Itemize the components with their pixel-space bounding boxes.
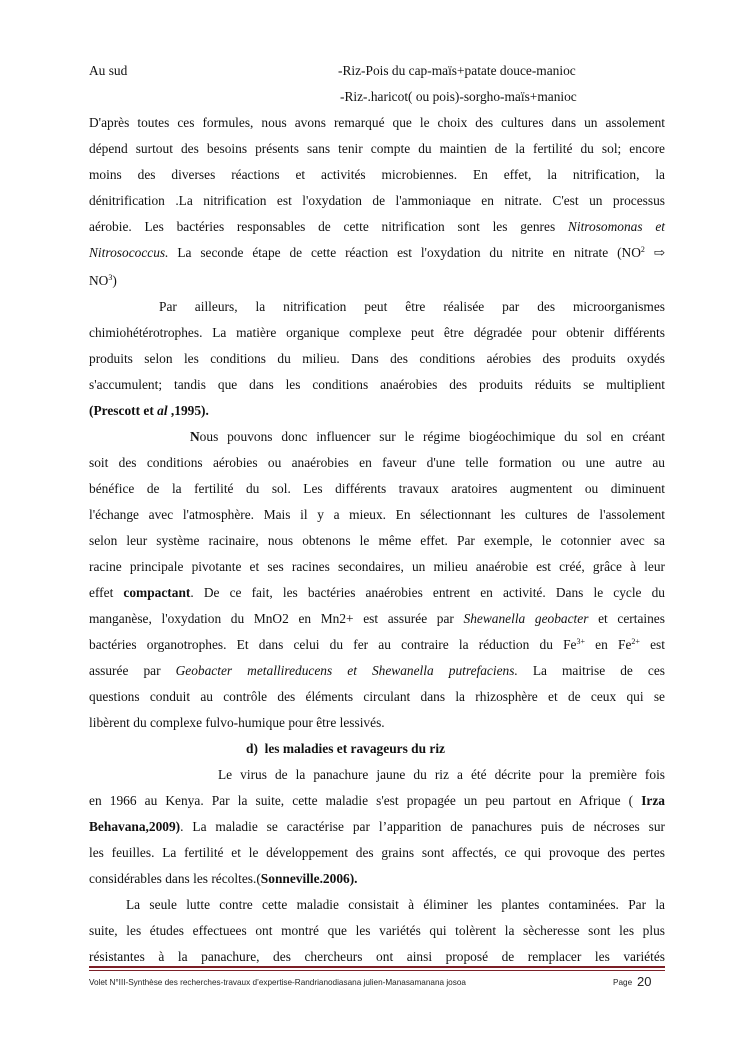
paragraph-4-line bbox=[89, 818, 665, 836]
paragraph-3-line: l'échange avec l'atmosphère. Mais il y a mieux. En sélectionnant les cultures de l'assolement bbox=[89, 507, 665, 522]
paragraph-3-line: racine principale pivotante et ses racines secondaires, un milieu anaérobie est créé, grâce à leur bbox=[89, 559, 665, 574]
paragraph-2-line: s'accumulent; tandis que dans les conditions anaérobies des produits réduits se multiplient bbox=[89, 377, 665, 392]
paragraph-5-line: suite, les études effectuees ont montré que les variétés qui tolèrent la sècheresse sont les plus bbox=[89, 923, 665, 938]
text-run: La maitrise de ces bbox=[532, 663, 665, 678]
section-heading bbox=[246, 740, 445, 758]
genus-name: Nitrosomonas et bbox=[567, 219, 665, 234]
paragraph-1-line: moins des diverses réactions et activités microbiennes. En effet, la nitrification, la bbox=[89, 167, 665, 182]
paragraph-2-line: produits selon les conditions du milieu. Dans des conditions aérobies des produits oxydés bbox=[89, 351, 665, 366]
paragraph-3-line bbox=[190, 428, 665, 446]
arrow-icon: ⇨ bbox=[653, 245, 665, 260]
paragraph-5-line: résistantes à la panachure, des chercheurs ont ainsi proposé de remplacer les variétés bbox=[89, 949, 665, 964]
rotation-line-2: -Riz-.haricot( ou pois)-sorgho-maïs+manioc bbox=[340, 89, 577, 104]
text-run: ) bbox=[112, 273, 117, 288]
species-name: Geobacter metallireducens et Shewanella putrefaciens. bbox=[175, 663, 518, 678]
paragraph-1-line bbox=[89, 244, 665, 262]
paragraph-3-line: soit des conditions aérobies ou anaérobies en faveur d'une telle formation ou une autre au bbox=[89, 455, 665, 470]
text-run: NO bbox=[89, 273, 109, 288]
text-run: bactéries organotrophes. Et dans celui du fer au contraire la réduction du Fe bbox=[89, 637, 577, 652]
superscript: 2 bbox=[640, 245, 645, 254]
paragraph-1-line: dépend surtout des besoins présents sans tenir compte du maintien de la fertilité du sol; encore bbox=[89, 141, 665, 156]
species-name: Shewanella geobacter bbox=[463, 611, 589, 626]
text-run: aérobie. Les bactéries responsables de cette nitrification sont les genres bbox=[89, 219, 556, 234]
text-run: et certaines bbox=[598, 611, 665, 626]
paragraph-2-line: chimiohétérotrophes. La matière organique complexe peut être dégradée pour obtenir différents bbox=[89, 325, 665, 340]
text-run: est bbox=[650, 637, 665, 652]
bold-term: compactant bbox=[123, 585, 191, 600]
paragraph-5-line: La seule lutte contre cette maladie consistait à éliminer les plantes contaminées. Par la bbox=[126, 897, 665, 912]
paragraph-1-line bbox=[89, 272, 117, 290]
rotation-line-1: -Riz-Pois du cap-maïs+patate douce-manioc bbox=[338, 63, 576, 78]
paragraph-4-line: les feuilles. La fertilité et le développement des grains sont affectés, ce qui provoque des pertes bbox=[89, 845, 665, 860]
page-number: 20 bbox=[637, 974, 652, 989]
text-run: en 1966 au Kenya. Par la suite, cette maladie s'est propagée un peu partout en Afrique ( bbox=[89, 793, 634, 808]
region-label: Au sud bbox=[89, 63, 128, 78]
paragraph-3-line: bénéfice de la fertilité du sol. Les différents travaux aratoires augmentent ou diminuent bbox=[89, 481, 665, 496]
paragraph-3-line: selon leur système racinaire, nous obtenons le même effet. Par exemple, le cotonnier avec sa bbox=[89, 533, 665, 548]
paragraph-4-line: Le virus de la panachure jaune du riz a été décrite pour la première fois bbox=[218, 767, 665, 782]
heading-title: les maladies et ravageurs du riz bbox=[264, 741, 445, 756]
footer-rule bbox=[89, 966, 665, 968]
citation-part: ,1995). bbox=[167, 403, 209, 418]
citation-part: (Prescott et bbox=[89, 403, 158, 418]
citation: Irza bbox=[641, 793, 665, 808]
citation: Sonneville.2006). bbox=[260, 871, 358, 886]
text-run: . De ce fait, les bactéries anaérobies entrent en activité. Dans le cycle du bbox=[190, 585, 665, 600]
text-run: manganèse, l'oxydation du MnO2 en Mn2+ est assurée par bbox=[89, 611, 454, 626]
paragraph-1-line bbox=[89, 218, 665, 236]
genus-name: Nitrosococcus. bbox=[89, 245, 169, 260]
paragraph-2-line: Par ailleurs, la nitrification peut être réalisée par des microorganismes bbox=[159, 299, 665, 314]
text-run: ous pouvons donc influencer sur le régime biogéochimique du sol en créant bbox=[199, 429, 665, 444]
paragraph-3-line bbox=[89, 584, 665, 602]
footer-text: Volet N°III-Synthèse des recherches-travaux d’expertise-Randrianodiasana julien-Manasamanana josoa bbox=[89, 978, 466, 987]
paragraph-3-line bbox=[89, 662, 665, 680]
text-run: assurée par bbox=[89, 663, 161, 678]
paragraph-1-line: D'après toutes ces formules, nous avons remarqué que le choix des cultures dans un assolement bbox=[89, 115, 665, 130]
superscript: 3+ bbox=[576, 637, 585, 646]
text-run: en Fe bbox=[595, 637, 632, 652]
citation: Behavana,2009) bbox=[89, 819, 181, 834]
page-label: Page bbox=[613, 978, 633, 987]
paragraph-1-line: dénitrification .La nitrification est l'oxydation de l'ammoniaque en nitrate. C'est un processus bbox=[89, 193, 665, 208]
text-run: . La maladie se caractérise par l’apparition de panachures puis de nécroses sur bbox=[180, 819, 665, 834]
paragraph-4-line bbox=[89, 792, 665, 810]
text-run: effet bbox=[89, 585, 114, 600]
paragraph-3-line bbox=[89, 636, 665, 654]
paragraph-4-line bbox=[89, 870, 358, 888]
superscript: 3 bbox=[108, 273, 113, 282]
citation-part: al bbox=[157, 403, 168, 418]
heading-marker: d) bbox=[246, 741, 258, 756]
text-run: considérables dans les récoltes.( bbox=[89, 871, 261, 886]
footer-rule-thin bbox=[89, 970, 665, 971]
text-run: La seconde étape de cette réaction est l'oxydation du nitrite en nitrate (NO bbox=[177, 245, 641, 260]
drop-initial: N bbox=[190, 429, 200, 444]
paragraph-3-line: questions conduit au contrôle des éléments circulant dans la rhizosphère et de ceux qui se bbox=[89, 689, 665, 704]
paragraph-3-line: libèrent du complexe fulvo-humique pour être lessivés. bbox=[89, 715, 385, 730]
citation bbox=[89, 402, 209, 420]
paragraph-3-line bbox=[89, 610, 665, 628]
superscript: 2+ bbox=[631, 637, 640, 646]
